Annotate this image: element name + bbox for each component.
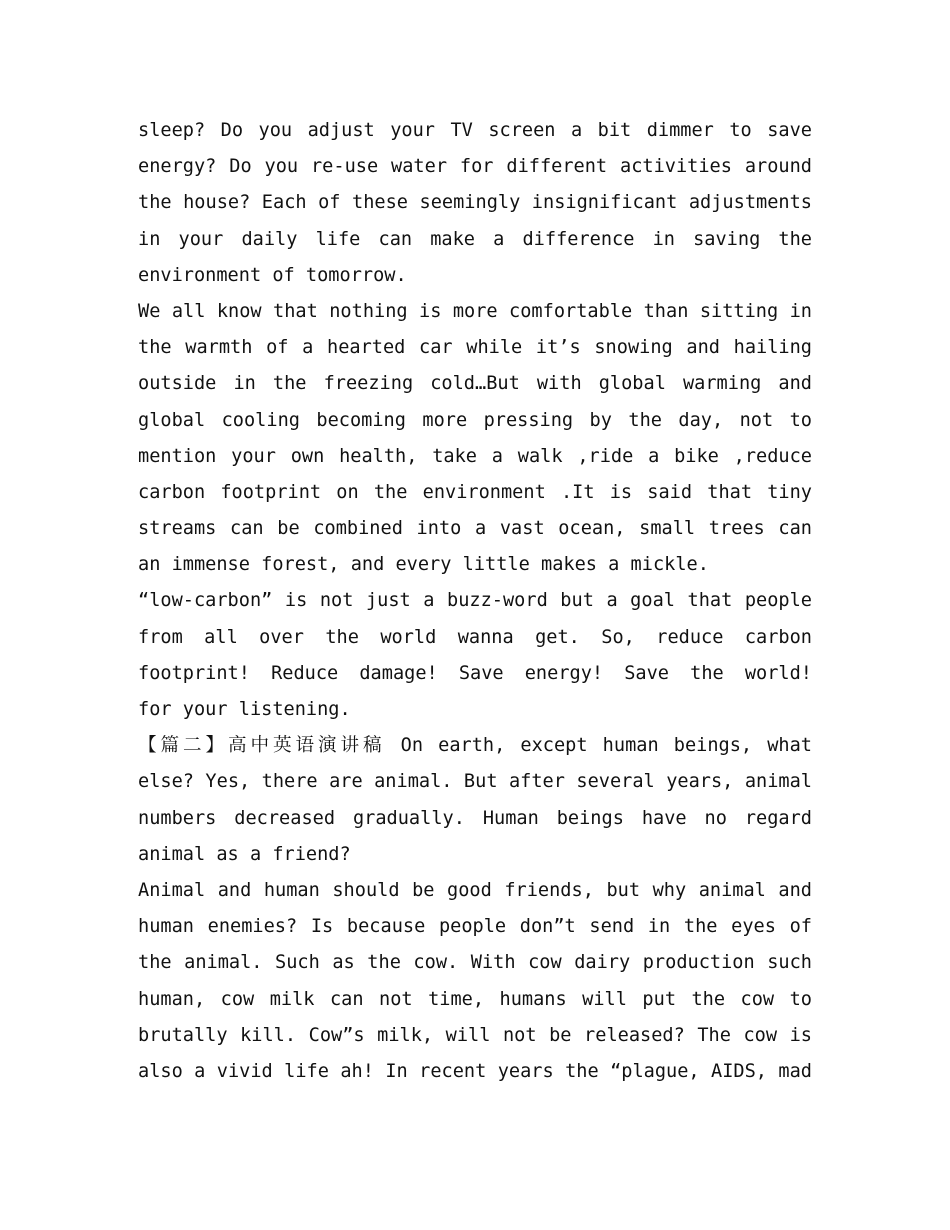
- text-line: mention your own health, take a walk ,ride a bike ,reduce: [138, 445, 812, 467]
- text-line: for your listening.: [138, 699, 351, 720]
- text-line: Animal and human should be good friends, but why animal and: [138, 879, 812, 901]
- text-line: the warmth of a hearted car while it’s snowing and hailing: [138, 337, 812, 359]
- body-text: [138, 113, 812, 1090]
- text-line: 【篇二】高中英语演讲稿 On earth, except human beings, what: [138, 735, 812, 757]
- text-line: an immense forest, and every little makes a mickle.: [138, 554, 709, 576]
- text-line: streams can be combined into a vast ocean, small trees can: [138, 518, 812, 540]
- text-line: global cooling becoming more pressing by the day, not to: [138, 409, 812, 431]
- text-line: We all know that nothing is more comfortable than sitting in: [138, 300, 812, 322]
- text-line: “low-carbon” is not just a buzz-word but a goal that people: [138, 590, 812, 612]
- text-line: environment of tomorrow.: [138, 264, 407, 286]
- text-line: also a vivid life ah! In recent years the “plague, AIDS, mad: [138, 1060, 812, 1082]
- text-line: energy? Do you re-use water for different activities around: [138, 156, 812, 178]
- text-line: human enemies? Is because people don”t send in the eyes of: [138, 916, 812, 938]
- text-line: footprint! Reduce damage! Save energy! Save the world!: [138, 662, 812, 684]
- text-line: human, cow milk can not time, humans will put the cow to: [138, 988, 812, 1010]
- text-line: numbers decreased gradually. Human beings have no regard: [138, 807, 812, 829]
- text-line: animal as a friend?: [138, 843, 351, 865]
- text-line: outside in the freezing cold…But with global warming and: [138, 373, 812, 395]
- text-line: the house? Each of these seemingly insignificant adjustments: [138, 192, 812, 214]
- text-line: brutally kill. Cow”s milk, will not be released? The cow is: [138, 1024, 812, 1046]
- text-line: in your daily life can make a difference in saving the: [138, 228, 812, 250]
- text-line: sleep? Do you adjust your TV screen a bit dimmer to save: [138, 120, 812, 141]
- text-line: the animal. Such as the cow. With cow dairy production such: [138, 952, 812, 974]
- text-line: else? Yes, there are animal. But after several years, animal: [138, 771, 812, 793]
- text-line: from all over the world wanna get. So, reduce carbon: [138, 626, 812, 648]
- text-line: carbon footprint on the environment .It is said that tiny: [138, 481, 812, 503]
